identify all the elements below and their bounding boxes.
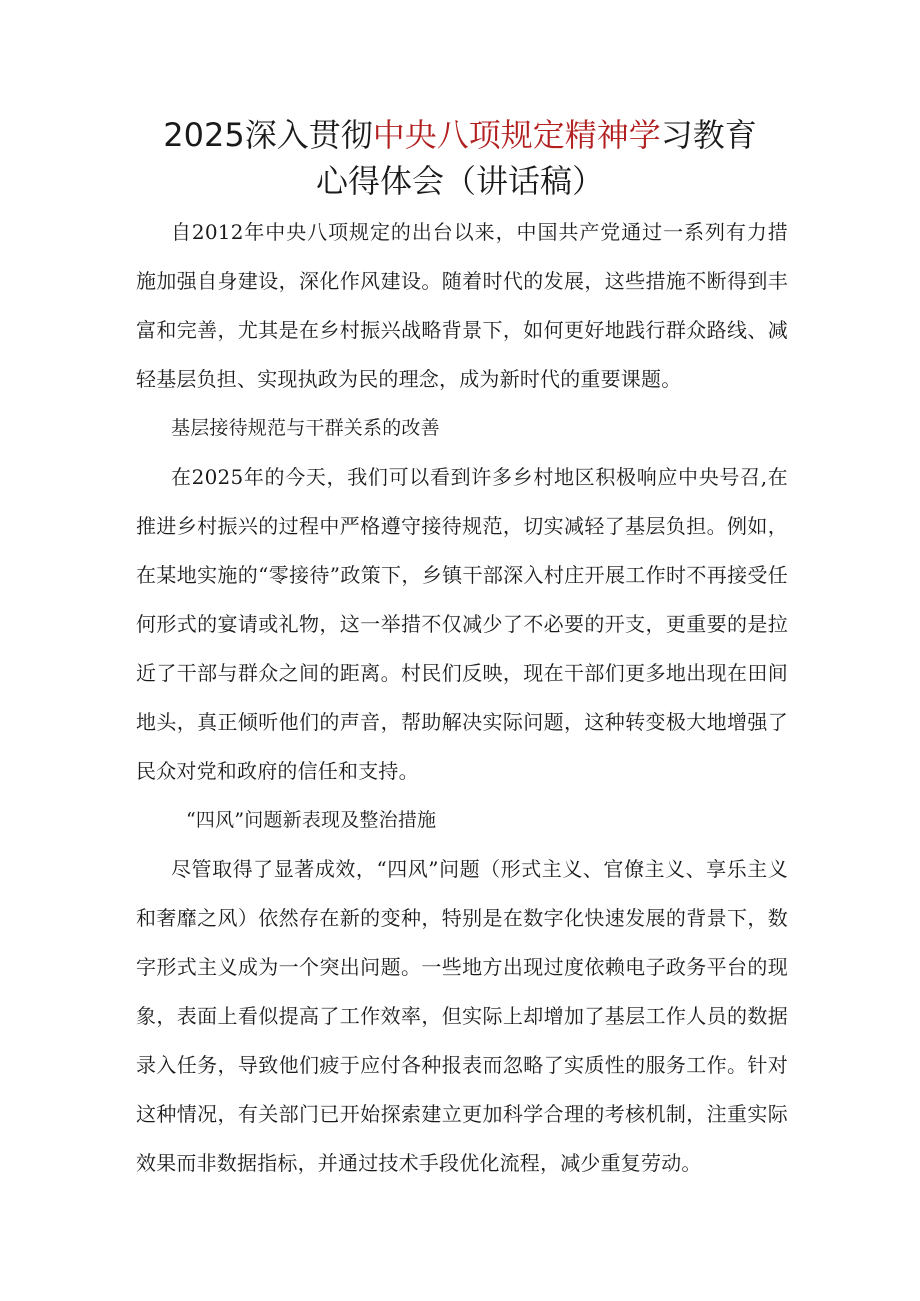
intro-paragraph: 自2012年中央八项规定的出台以来，中国共产党通过一系列有力措施加强自身建设，深化作风建设。随着时代的发展，这些措施不断得到丰富和完善，尤其是在乡村振兴战略背景下，如何更好地践行群众路线、减轻基层负担、实现执政为民的理念，成为新时代的重要课题。	[136, 220, 788, 391]
title-highlight: 中央八项规定精神学	[372, 116, 661, 154]
document-title-line-2: 心得体会（讲话稿）	[315, 162, 604, 200]
section-heading-four-winds: “四风”问题新表现及整治措施	[186, 809, 437, 831]
title-suffix: 习教育	[660, 116, 757, 154]
section-heading-reception: 基层接待规范与干群关系的改善	[171, 417, 440, 439]
document-title-line-1	[120, 112, 800, 158]
title-prefix: 2025深入贯彻	[163, 116, 373, 154]
section-body-four-winds: 尽管取得了显著成效，“四风”问题（形式主义、官僚主义、享乐主义和奢靡之风）依然存在新的变种，特别是在数字化快速发展的背景下，数字形式主义成为一个突出问题。一些地方出现过度依赖电子政务平台的现象，表面上看似提高了工作效率，但实际上却增加了基层工作人员的数据录入任务，导致他们疲于应付各种报表而忽略了实质性的服务工作。针对这种情况，有关部门已开始探索建立更加科学合理的考核机制，注重实际效果而非数据指标，并通过技术手段优化流程，减少重复劳动。	[136, 857, 788, 1175]
section-body-reception: 在2025年的今天，我们可以看到许多乡村地区积极响应中央号召,在推进乡村振兴的过程中严格遵守接待规范，切实减轻了基层负担。例如，在某地实施的“零接待”政策下，乡镇干部深入村庄开展工作时不再接受任何形式的宴请或礼物，这一举措不仅减少了不必要的开支，更重要的是拉近了干部与群众之间的距离。村民们反映，现在干部们更多地出现在田间地头，真正倾听他们的声音，帮助解决实际问题，这种转变极大地增强了民众对党和政府的信任和支持。	[136, 465, 788, 783]
